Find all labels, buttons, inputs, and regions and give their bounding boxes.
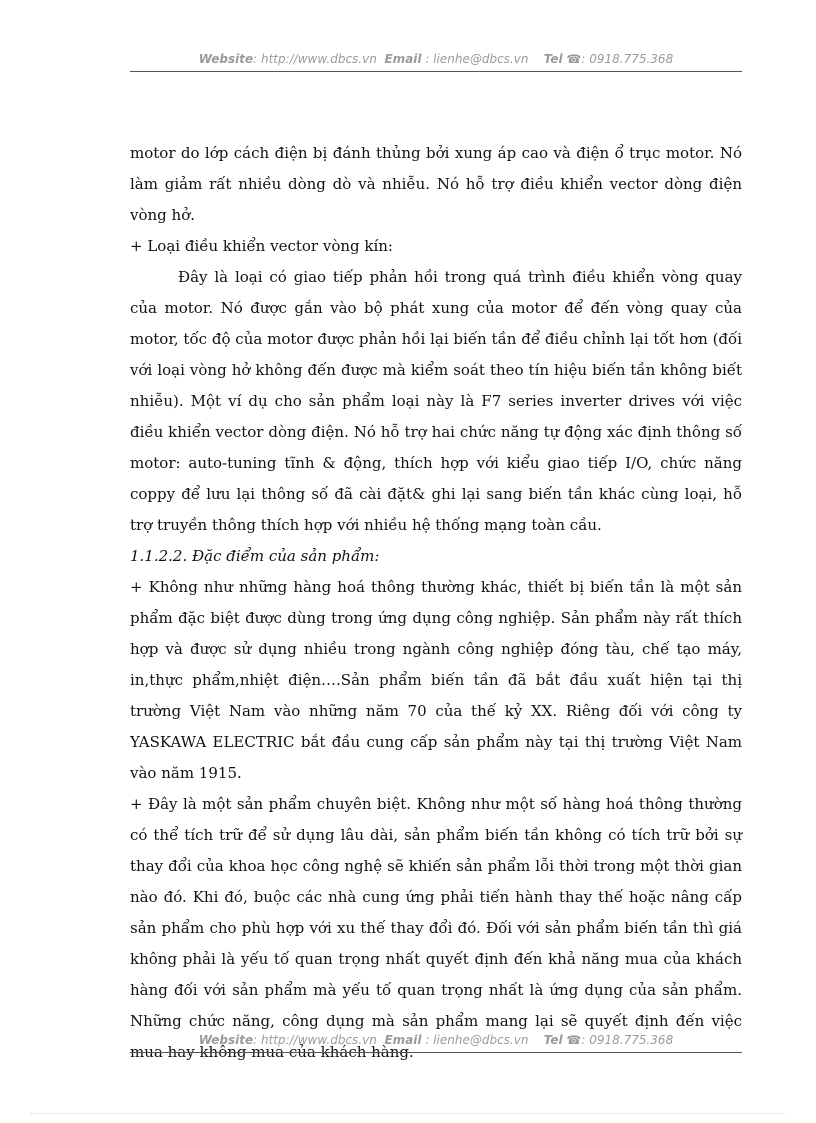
footer-email-label: Email [384,1033,422,1047]
page-bottom-divider [30,1113,786,1114]
header-email-value: : lienhe@dbcs.vn [425,52,529,66]
footer-tel-label: Tel [543,1033,563,1047]
header-website-value: : http://www.dbcs.vn [253,52,377,66]
section-heading: 1.1.2.2. Đặc điểm của sản phẩm: [130,547,380,565]
footer-tel-value: ☎: 0918.775.368 [566,1033,674,1047]
footer-rule [130,1052,742,1053]
page-footer [130,1033,742,1047]
header-website-label: Website [198,52,254,66]
footer-email-value: : lienhe@dbcs.vn [425,1033,529,1047]
paragraph-5: + Đây là một sản phẩm chuyên biệt. Không như một số hàng hoá thông thường có thể tích trữ để sử dụng lâu dài, sản phẩm biến tần không có tích trữ bởi sự thay đổi của khoa học công nghệ sẽ khiến sản phẩm lỗi thời trong một thời gian nào đó. Khi đó, buộc các nhà cung ứng phải tiến hành thay thế hoặc nâng cấp sản phẩm cho phù hợp với xu thế thay đổi đó. Đối với sản phẩm biến tần thì giá không phải là yếu tố quan trọng nhất quyết định đến khả năng mua của khách hàng đối với sản phẩm mà yếu tố quan trọng nhất là ứng dụng của sản phẩm. Những chức năng, công dụng mà sản phẩm mang lại sẽ quyết định đến việc mua hay không mua của khách hàng. [130,795,742,1061]
footer-website-label: Website [198,1033,254,1047]
header-email-label: Email [384,52,422,66]
page-header [130,52,742,66]
header-tel-label: Tel [543,52,563,66]
paragraph-2: + Loại điều khiển vector vòng kín: [130,237,393,255]
paragraph-4: + Không như những hàng hoá thông thường khác, thiết bị biến tần là một sản phẩm đặc biệt được dùng trong ứng dụng công nghiệp. Sản phẩm này rất thích hợp và được sử dụng nhiều trong ngành công nghiệp đóng tàu, chế tạo máy, in,thực phẩm,nhiệt điện….Sản phẩm biến tần đã bắt đầu xuất hiện tại thị trường Việt Nam vào những năm 70 của thế kỷ XX. Riêng đối với công ty YASKAWA ELECTRIC bắt đầu cung cấp sản phẩm này tại thị trường Việt Nam vào năm 1915. [130,578,742,782]
paragraph-3: Đây là loại có giao tiếp phản hồi trong quá trình điều khiển vòng quay của motor. Nó được gắn vào bộ phát xung của motor để đến vòng quay của motor, tốc độ của motor được phản hồi lại biến tần để điều chỉnh lại tốt hơn (đối với loại vòng hở không đến được mà kiểm soát theo tín hiệu biến tần không biết nhiễu). Một ví dụ cho sản phẩm loại này là F7 series inverter drives với việc điều khiển vector dòng điện. Nó hỗ trợ hai chức năng tự động xác định thông số motor: auto-tuning tĩnh & động, thích hợp với kiểu giao tiếp I/O, chức năng coppy để lưu lại thông số đã cài đặt& ghi lại sang biến tần khác cùng loại, hỗ trợ truyền thông thích hợp với nhiều hệ thống mạng toàn cầu. [130,268,742,534]
footer-website-value: : http://www.dbcs.vn [253,1033,377,1047]
page-body [130,138,742,1068]
paragraph-1: motor do lớp cách điện bị đánh thủng bởi xung áp cao và điện ổ trục motor. Nó làm giảm rất nhiều dòng dò và nhiễu. Nó hỗ trợ điều khiển vector dòng điện vòng hở. [130,144,742,224]
header-tel-value: ☎: 0918.775.368 [566,52,674,66]
header-rule [130,71,742,72]
